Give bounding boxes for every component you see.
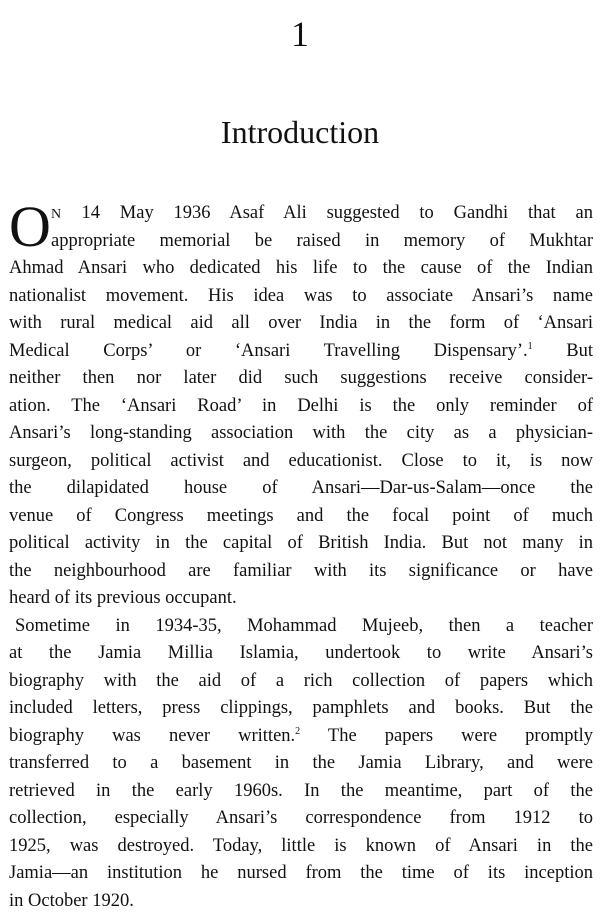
text-line [9, 723, 593, 751]
drop-cap: O [9, 202, 51, 252]
line-text: But [533, 341, 593, 361]
text-line [9, 200, 593, 228]
text-line: at the Jamia Millia Islamia, undertook to write Ansari’s [9, 640, 593, 668]
text-line: appropriate memorial be raised in memory of Mukhtar [9, 228, 593, 256]
text-line: included letters, press clippings, pamphlets and books. But the [9, 695, 593, 723]
footnote-marker[interactable]: 2 [295, 725, 300, 736]
text-line: Ansari’s long-standing association with the city as a physician- [9, 420, 593, 448]
text-line: the dilapidated house of Ansari—Dar-us-Salam—once the [9, 475, 593, 503]
chapter-title: Introduction [0, 112, 600, 152]
text-line: heard of its previous occupant. [9, 585, 593, 613]
footnote-marker[interactable]: 1 [528, 340, 533, 351]
text-line: in October 1920. [9, 888, 593, 915]
line-text: Medical Corps’ or ‘Ansari Travelling Dispensary’. [9, 341, 528, 361]
text-line: Sometime in 1934-35, Mohammad Mujeeb, then a teacher [9, 613, 593, 641]
line-text: biography was never written. [9, 726, 295, 746]
line-text: 14 May 1936 Asaf Ali suggested to Gandhi that an [62, 203, 593, 223]
text-line: venue of Congress meetings and the focal point of much [9, 503, 593, 531]
text-line: retrieved in the early 1960s. In the meantime, part of the [9, 778, 593, 806]
text-line: transferred to a basement in the Jamia Library, and were [9, 750, 593, 778]
text-line: surgeon, political activist and educationist. Close to it, is now [9, 448, 593, 476]
text-line: 1925, was destroyed. Today, little is known of Ansari in the [9, 833, 593, 861]
text-line: neither then nor later did such suggestions receive consider- [9, 365, 593, 393]
text-line: the neighbourhood are familiar with its significance or have [9, 558, 593, 586]
text-line [9, 338, 593, 366]
chapter-number: 1 [0, 14, 600, 54]
text-line: Jamia—an institution he nursed from the time of its inception [9, 860, 593, 888]
text-line: nationalist movement. His idea was to associate Ansari’s name [9, 283, 593, 311]
text-line: biography with the aid of a rich collection of papers which [9, 668, 593, 696]
text-line: ation. The ‘Ansari Road’ in Delhi is the only reminder of [9, 393, 593, 421]
paragraph-2 [9, 613, 593, 915]
text-line: Ahmad Ansari who dedicated his life to the cause of the Indian [9, 255, 593, 283]
small-caps-start: N [51, 207, 62, 222]
text-line: political activity in the capital of British India. But not many in [9, 530, 593, 558]
paragraph-1 [9, 200, 593, 613]
chapter-body [9, 200, 593, 915]
text-line: collection, especially Ansari’s correspondence from 1912 to [9, 805, 593, 833]
line-text: The papers were promptly [300, 726, 593, 746]
text-line: with rural medical aid all over India in the form of ‘Ansari [9, 310, 593, 338]
